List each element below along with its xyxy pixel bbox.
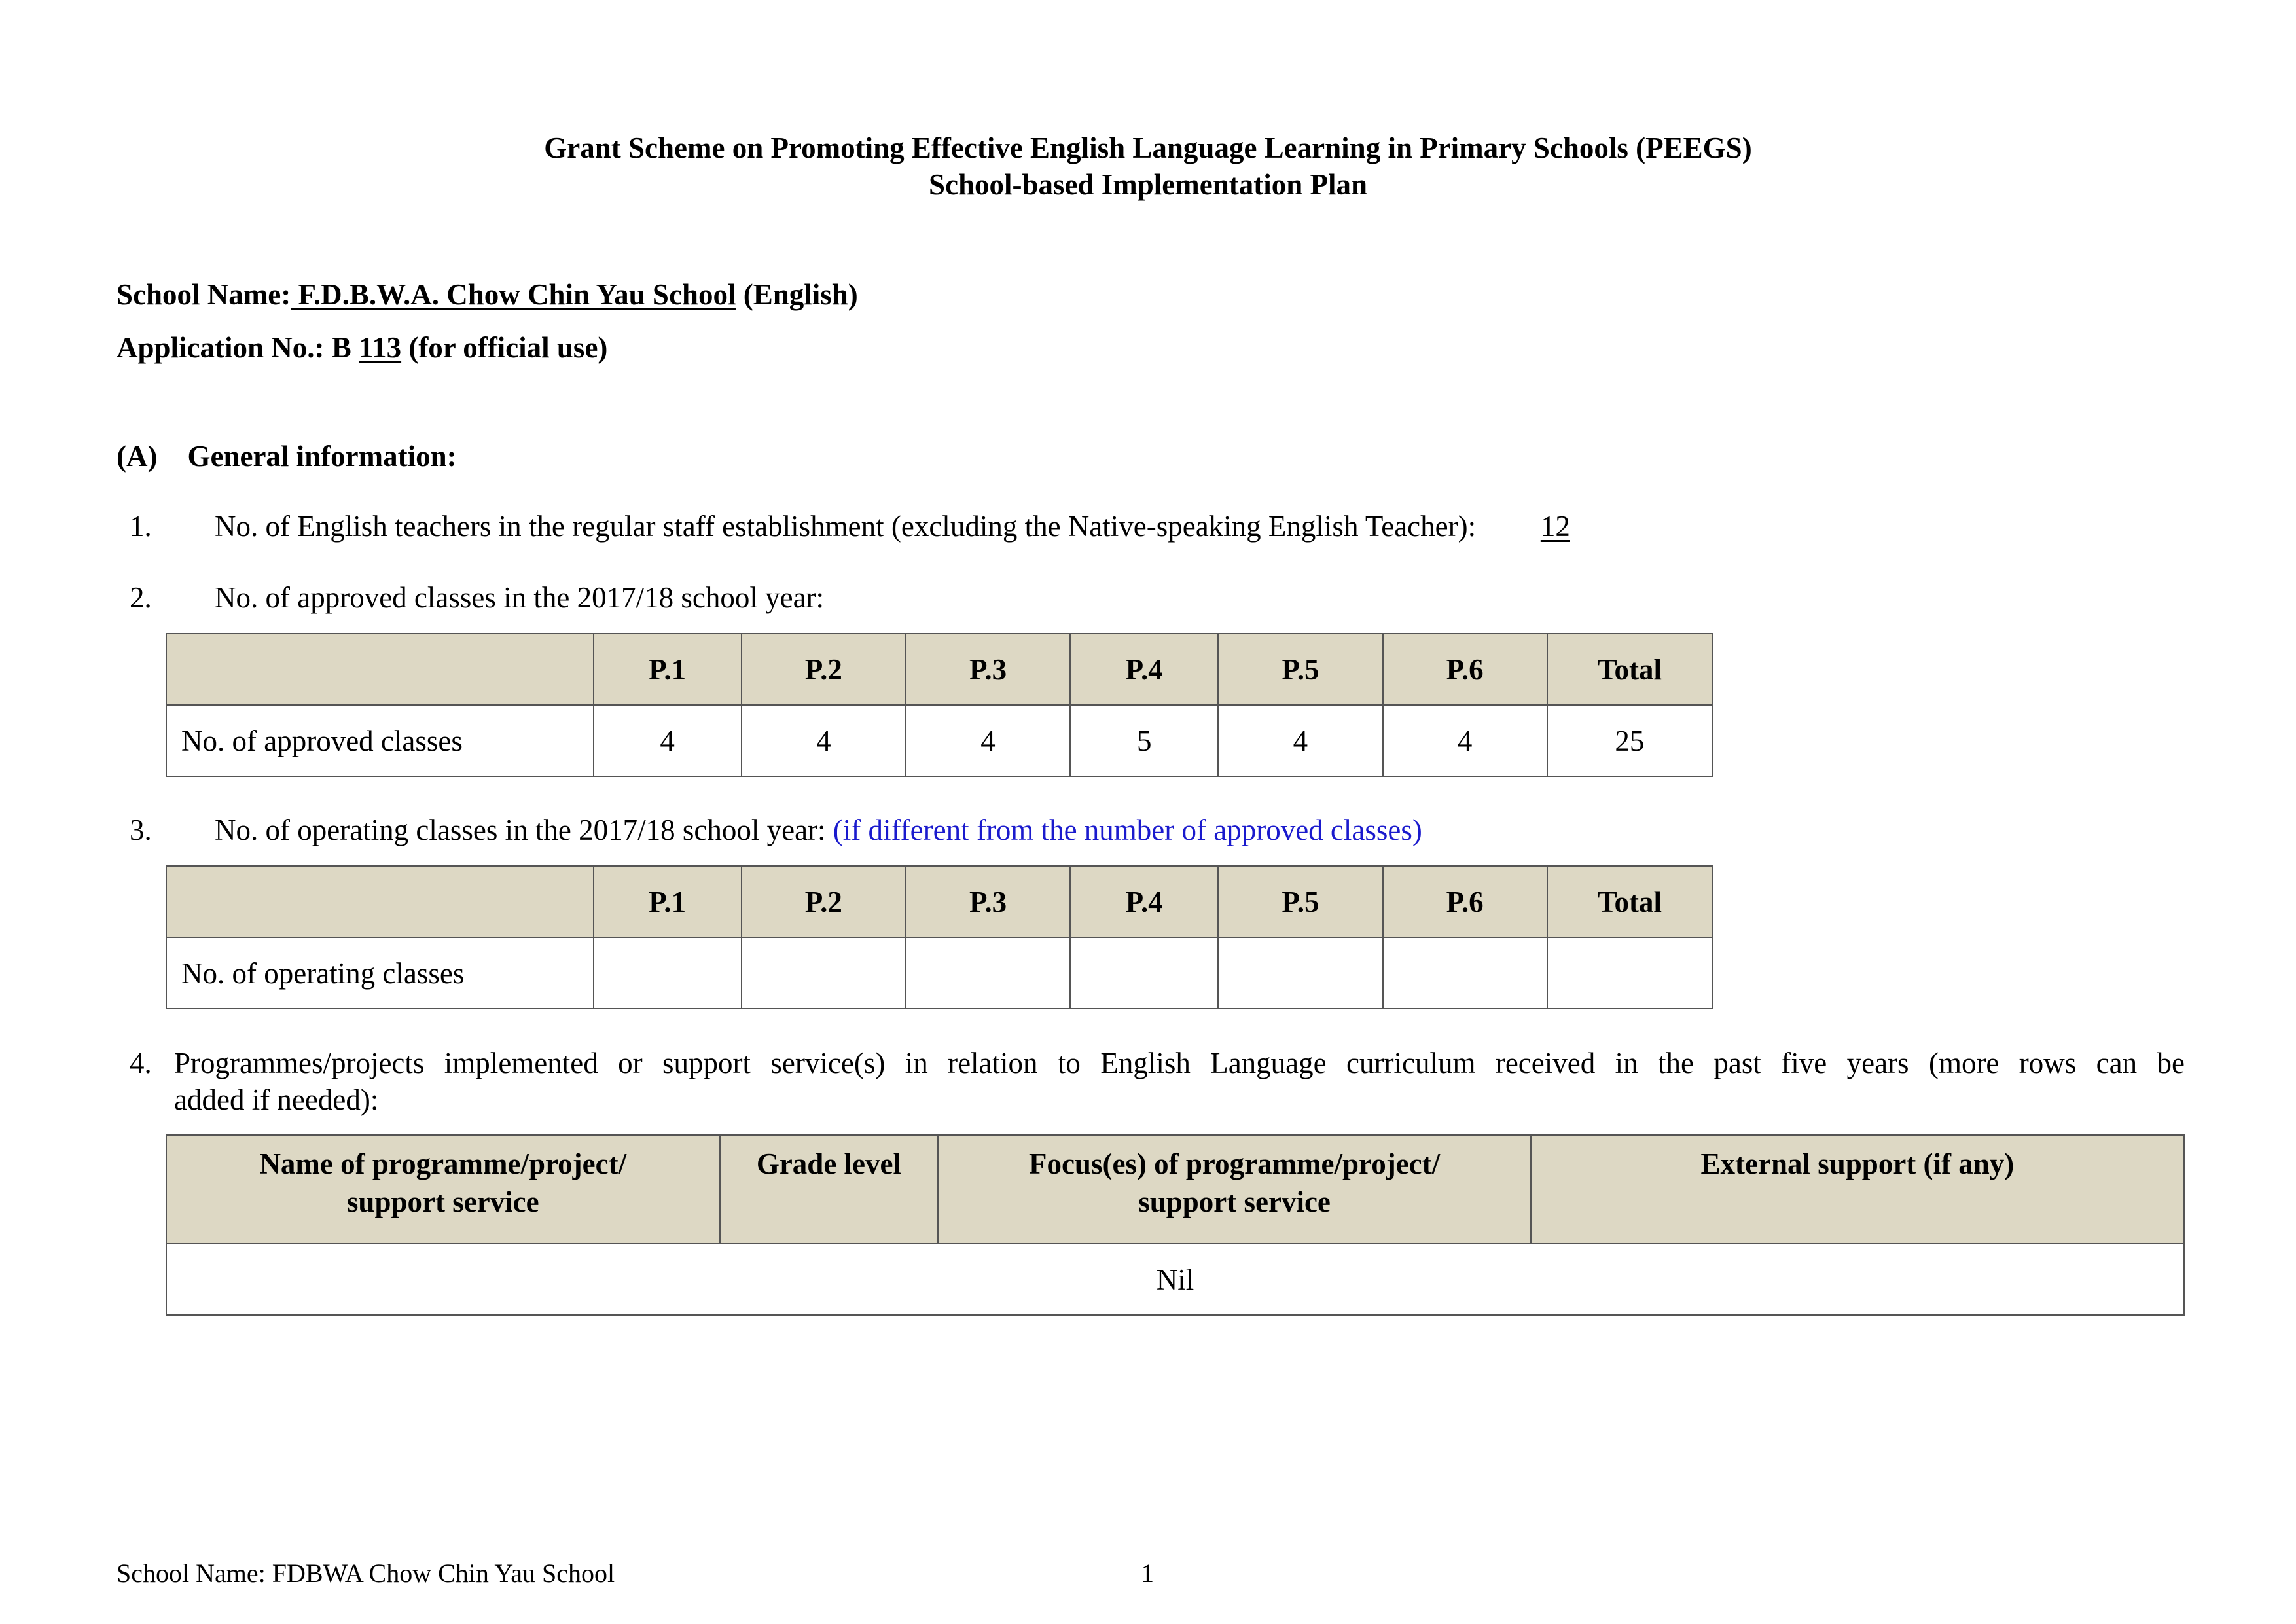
item-4-text-line-1: Programmes/projects implemented or support service(s) in relation to English Language curriculum received in the past five years (more rows can be: [174, 1047, 2185, 1079]
section-a-title: General information:: [187, 440, 457, 473]
application-number: 113: [359, 331, 402, 364]
header-grade-level: Grade level: [720, 1135, 939, 1244]
table-header-row: [166, 1135, 2184, 1244]
item-3-note: (if different from the number of approved classes): [833, 814, 1422, 846]
header-p1: P.1: [594, 866, 742, 937]
cell-p4: [1070, 937, 1218, 1009]
header-programme-name: [166, 1135, 720, 1244]
item-4-text-line-2: added if needed):: [174, 1083, 379, 1116]
header-p2: P.2: [742, 634, 906, 705]
cell-p4: 5: [1070, 705, 1218, 776]
header-focus-line-2: support service: [1138, 1185, 1331, 1218]
header-p4: P.4: [1070, 866, 1218, 937]
document-title: [0, 130, 2296, 203]
school-name-suffix: (English): [736, 278, 858, 311]
teacher-count-blank: [1483, 508, 1627, 545]
item-1: [215, 508, 1627, 545]
school-name-label: School Name:: [117, 278, 291, 311]
item-4-number: 4.: [130, 1047, 152, 1079]
item-3-number: 3.: [130, 814, 152, 846]
header-programme-name-line-2: support service: [346, 1185, 539, 1218]
application-number-line: [117, 329, 607, 366]
table-row: [166, 705, 1712, 776]
item-2-text: No. of approved classes in the 2017/18 school year:: [215, 581, 825, 614]
header-programme-name-line-1: Name of programme/project/: [259, 1147, 627, 1180]
cell-p2: 4: [742, 705, 906, 776]
cell-total: 25: [1547, 705, 1712, 776]
header-focus: [938, 1135, 1530, 1244]
footer-school-name: School Name: FDBWA Chow Chin Yau School: [117, 1559, 615, 1588]
table-header-row: [166, 634, 1712, 705]
item-1-number: 1.: [130, 510, 152, 543]
header-empty-cell: [166, 866, 594, 937]
item-2-number: 2.: [130, 581, 152, 614]
programmes-table: [166, 1134, 2185, 1316]
table-row: [166, 1244, 2184, 1315]
title-line-1: Grant Scheme on Promoting Effective English Language Learning in Primary Schools (PEEGS): [544, 132, 1752, 164]
header-p3: P.3: [906, 866, 1070, 937]
cell-p5: 4: [1218, 705, 1382, 776]
school-name-value: F.D.B.W.A. Chow Chin Yau School: [291, 278, 736, 311]
cell-p6: [1383, 937, 1547, 1009]
cell-p1: 4: [594, 705, 742, 776]
cell-p3: 4: [906, 705, 1070, 776]
header-p6: P.6: [1383, 866, 1547, 937]
title-line-2: School-based Implementation Plan: [928, 168, 1368, 201]
item-1-text: No. of English teachers in the regular staff establishment (excluding the Native-speaking English Teacher):: [215, 510, 1484, 543]
cell-p6: 4: [1383, 705, 1547, 776]
section-a-marker: (A): [117, 440, 158, 473]
page-number: 1: [1141, 1559, 1154, 1588]
item-3-text: No. of operating classes in the 2017/18 school year:: [215, 814, 833, 846]
application-suffix: (for official use): [401, 331, 608, 364]
school-name-line: [117, 276, 858, 313]
cell-p1: [594, 937, 742, 1009]
header-p2: P.2: [742, 866, 906, 937]
cell-p5: [1218, 937, 1382, 1009]
header-p5: P.5: [1218, 634, 1382, 705]
approved-classes-table: [166, 633, 1713, 777]
nil-cell: Nil: [166, 1244, 2184, 1315]
row-label: No. of approved classes: [166, 705, 594, 776]
header-empty-cell: [166, 634, 594, 705]
cell-p3: [906, 937, 1070, 1009]
table-row: [166, 937, 1712, 1009]
header-p4: P.4: [1070, 634, 1218, 705]
header-p5: P.5: [1218, 866, 1382, 937]
teacher-count: 12: [1540, 510, 1570, 543]
header-p1: P.1: [594, 634, 742, 705]
section-a-heading: [117, 438, 457, 475]
header-total: Total: [1547, 866, 1712, 937]
cell-total: [1547, 937, 1712, 1009]
row-label: No. of operating classes: [166, 937, 594, 1009]
application-label: Application No.: B: [117, 331, 359, 364]
table-header-row: [166, 866, 1712, 937]
header-p3: P.3: [906, 634, 1070, 705]
header-external-support: External support (if any): [1531, 1135, 2184, 1244]
header-p6: P.6: [1383, 634, 1547, 705]
item-3: [215, 812, 1422, 848]
operating-classes-table: [166, 865, 1713, 1009]
cell-p2: [742, 937, 906, 1009]
header-total: Total: [1547, 634, 1712, 705]
header-focus-line-1: Focus(es) of programme/project/: [1028, 1147, 1441, 1180]
